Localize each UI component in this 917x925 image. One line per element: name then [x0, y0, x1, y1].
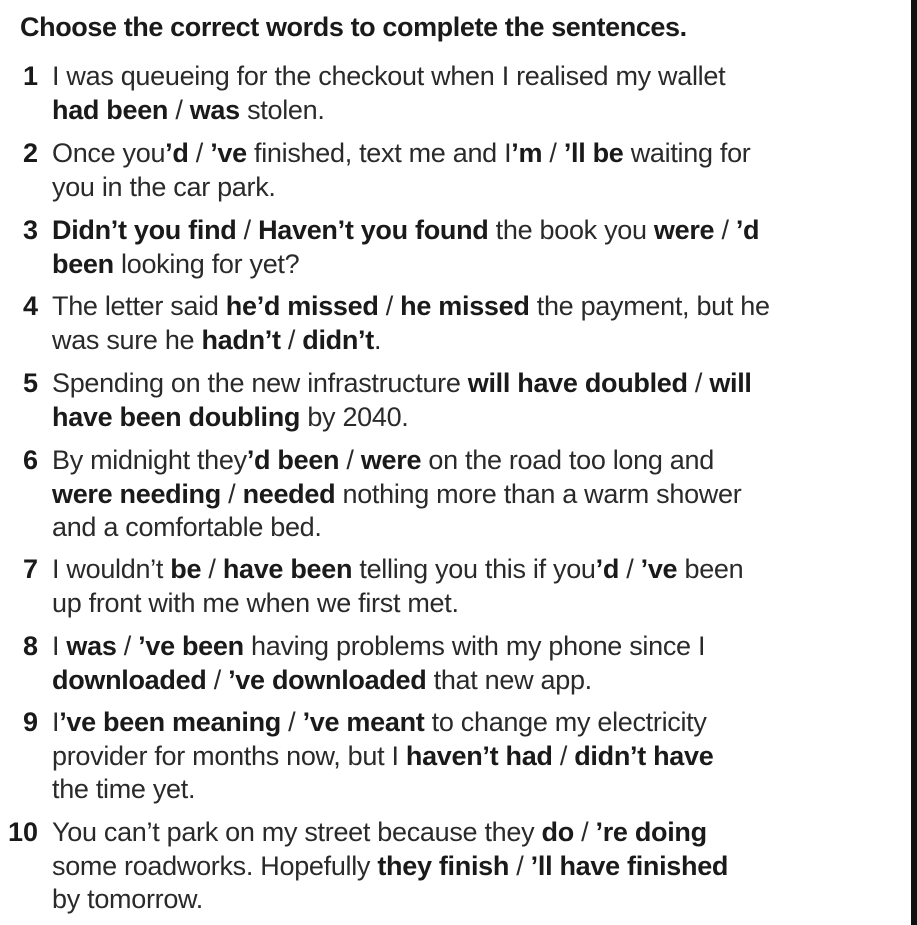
sentence-text — [52, 444, 872, 545]
sentence-fragment: / — [714, 215, 736, 245]
sentence-fragment: been — [677, 554, 744, 584]
sentence-fragment: / — [201, 554, 223, 584]
answer-option[interactable]: ’ll have finished — [530, 850, 729, 881]
sentence-fragment: you in the car park. — [52, 171, 276, 202]
sentence-line — [52, 630, 872, 664]
answer-option[interactable]: ’m — [511, 138, 543, 168]
sentence-fragment: The letter said — [52, 291, 226, 321]
answer-option[interactable]: had been — [52, 94, 169, 125]
sentence-number: 4 — [22, 291, 38, 321]
sentence-line — [52, 883, 872, 917]
sentence-fragment: Once you — [52, 138, 166, 168]
sentence-fragment: and a comfortable bed. — [52, 512, 322, 542]
answer-option[interactable]: were — [360, 445, 422, 475]
answer-option[interactable]: Haven’t you found — [258, 215, 489, 245]
sentence-line — [52, 367, 872, 401]
sentence-fragment: that new app. — [426, 664, 592, 695]
sentence-fragment: / — [220, 478, 243, 509]
sentence-text — [52, 706, 872, 807]
sentence-line — [52, 324, 872, 358]
sentence-number: 8 — [22, 631, 38, 661]
sentence-fragment: / — [339, 445, 361, 475]
sentence-line — [52, 773, 872, 807]
answer-option[interactable]: needed — [242, 478, 336, 509]
sentence-text — [52, 553, 872, 620]
sentence-fragment: / — [116, 631, 139, 661]
sentence-text — [52, 290, 872, 357]
sentence-fragment: / — [687, 368, 710, 398]
answer-option[interactable]: were needing — [52, 478, 221, 509]
sentence-line — [52, 740, 872, 774]
answer-option[interactable]: didn’t — [302, 324, 374, 355]
sentence-fragment: / — [188, 138, 211, 168]
sentence-fragment: waiting for — [623, 138, 751, 168]
sentence-fragment: / — [206, 664, 229, 695]
sentence-line — [52, 553, 872, 587]
sentence-fragment: / — [509, 850, 531, 881]
sentence-fragment: / — [280, 324, 303, 355]
answer-option[interactable]: have been doubling — [52, 401, 301, 432]
sentence-text — [52, 137, 872, 204]
answer-option[interactable]: were — [653, 215, 715, 245]
sentence-line — [52, 290, 872, 324]
sentence-fragment: I wouldn’t — [52, 554, 171, 584]
answer-option[interactable]: been — [52, 248, 114, 279]
answer-option[interactable]: he’d missed — [225, 291, 379, 321]
answer-option[interactable]: haven’t had — [405, 740, 553, 771]
sentence-fragment: by 2040. — [300, 401, 409, 432]
answer-option[interactable]: do — [541, 817, 574, 847]
answer-option[interactable]: he missed — [400, 291, 530, 321]
sentence-fragment: I was queueing for the checkout when I realised my wallet — [52, 61, 726, 91]
sentence-fragment: the time yet. — [52, 774, 196, 804]
sentence-fragment: telling you this if you — [352, 554, 596, 584]
answer-option[interactable]: ’ve — [210, 138, 247, 168]
sentence-number: 5 — [22, 368, 38, 398]
answer-option[interactable]: hadn’t — [201, 324, 281, 355]
sentence-text — [52, 630, 872, 697]
answer-option[interactable]: ’ve been — [138, 631, 244, 661]
sentence-text — [52, 367, 872, 434]
answer-option[interactable]: was — [189, 94, 240, 125]
sentence-fragment: on the road too long and — [421, 445, 714, 475]
sentence-fragment: finished, text me and I — [246, 138, 512, 168]
sentence-line — [52, 94, 872, 128]
sentence-line — [52, 511, 872, 545]
sentence-fragment: to change my electricity — [424, 707, 707, 737]
answer-option[interactable]: ’ll be — [563, 138, 624, 168]
answer-option[interactable]: ’ve — [640, 554, 678, 584]
answer-option[interactable]: ’d — [735, 215, 760, 245]
sentence-line — [52, 664, 872, 698]
answer-option[interactable]: was — [66, 631, 117, 661]
sentence-fragment: / — [168, 94, 190, 125]
sentence-fragment: up front with me when we first met. — [52, 587, 459, 618]
sentence-line — [52, 444, 872, 478]
sentence-text — [52, 60, 872, 127]
sentence-number: 2 — [22, 138, 38, 168]
sentence-line — [52, 850, 872, 884]
sentence-fragment: / — [280, 707, 303, 737]
sentence-fragment: You can’t park on my street because they — [52, 817, 542, 847]
sentence-line — [52, 171, 872, 205]
sentence-fragment: / — [378, 291, 401, 321]
answer-option[interactable]: be — [170, 554, 202, 584]
sentence-line — [52, 478, 872, 512]
answer-option[interactable]: will have doubled — [467, 368, 688, 398]
sentence-number: 6 — [22, 445, 38, 475]
answer-option[interactable]: have been — [222, 554, 353, 584]
sentence-fragment: . — [373, 324, 382, 355]
sentence-number: 9 — [22, 707, 38, 737]
sentence-fragment: stolen. — [239, 94, 325, 125]
sentence-fragment: having problems with my phone since I — [243, 631, 706, 661]
exercise-instructions: Choose the correct words to complete the sentences. — [20, 12, 687, 42]
sentence-fragment: Spending on the new infrastructure — [52, 368, 468, 398]
answer-option[interactable]: ’re doing — [595, 817, 707, 847]
sentence-fragment: some roadworks. Hopefully — [52, 850, 378, 881]
sentence-fragment: / — [619, 554, 641, 584]
answer-option[interactable]: will — [709, 368, 752, 398]
sentence-fragment: the payment, but he — [529, 291, 770, 321]
sentence-text — [52, 816, 872, 917]
sentence-fragment: By midnight they — [52, 445, 247, 475]
page-edge-border — [911, 0, 917, 925]
sentence-number: 3 — [22, 215, 38, 245]
sentence-line — [52, 401, 872, 435]
answer-option[interactable]: downloaded — [52, 664, 207, 695]
sentence-fragment: was sure he — [52, 324, 202, 355]
sentence-fragment: / — [573, 817, 596, 847]
sentence-fragment: I — [52, 631, 67, 661]
sentence-text — [52, 214, 872, 281]
answer-option[interactable]: ’ve been meaning — [59, 707, 281, 737]
sentence-fragment: / — [236, 215, 259, 245]
sentence-line — [52, 587, 872, 621]
answer-option[interactable]: they finish — [377, 850, 510, 881]
sentence-fragment: nothing more than a warm shower — [335, 478, 742, 509]
answer-option[interactable]: ’d — [165, 138, 189, 168]
sentence-line — [52, 248, 872, 282]
answer-option[interactable]: ’ve downloaded — [228, 664, 427, 695]
answer-option[interactable]: Didn’t you find — [52, 215, 237, 245]
answer-option[interactable]: ’ve meant — [302, 707, 425, 737]
sentence-number: 1 — [22, 61, 38, 91]
sentence-line — [52, 816, 872, 850]
sentence-fragment: / — [542, 138, 564, 168]
sentence-line — [52, 214, 872, 248]
sentence-line — [52, 706, 872, 740]
sentence-fragment: looking for yet? — [113, 248, 300, 279]
answer-option[interactable]: didn’t have — [574, 740, 714, 771]
sentence-fragment: / — [552, 740, 575, 771]
answer-option[interactable]: ’d been — [246, 445, 340, 475]
sentence-number: 7 — [22, 554, 38, 584]
sentence-fragment: by tomorrow. — [52, 884, 203, 914]
sentence-fragment: the book you — [488, 215, 654, 245]
sentence-number: 10 — [7, 817, 38, 847]
sentence-line — [52, 60, 872, 94]
sentence-fragment: provider for months now, but I — [52, 740, 406, 771]
sentence-fragment: I — [52, 707, 60, 737]
sentence-line — [52, 137, 872, 171]
answer-option[interactable]: ’d — [595, 554, 620, 584]
